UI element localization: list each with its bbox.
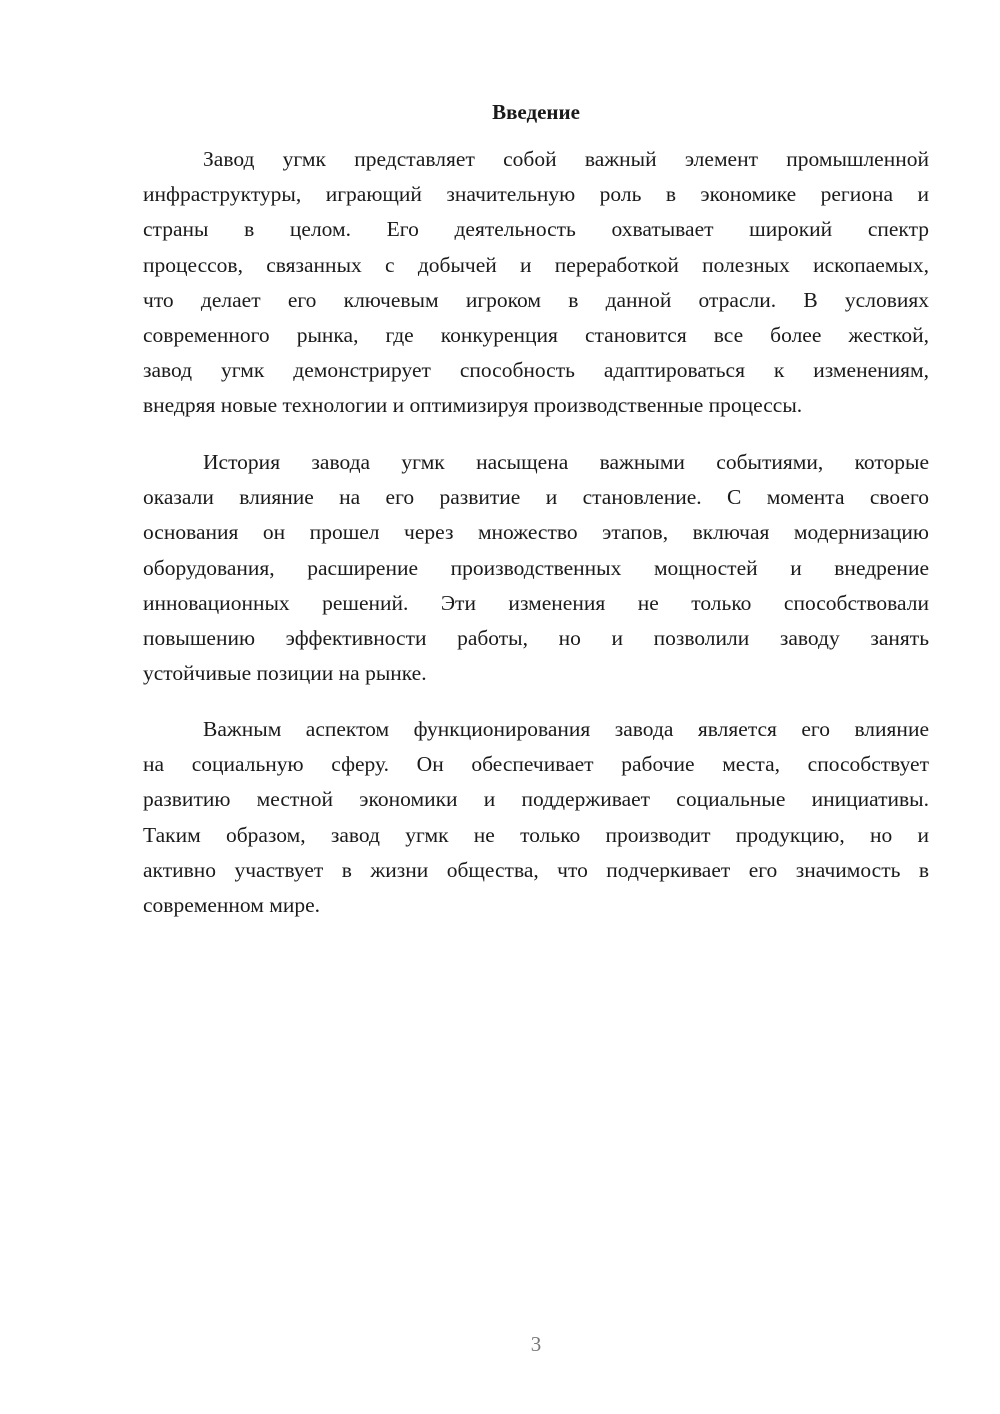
paragraph-1 (143, 142, 929, 424)
paragraph-line: Важным аспектом функционирования завода является его влияние (203, 717, 929, 741)
paragraph-line: процессов, связанных с добычей и переработкой полезных ископаемых, (143, 252, 929, 277)
paragraph-line: устойчивые позиции на рынке. (143, 661, 427, 686)
paragraph-line: страны в целом. Его деятельность охватывает широкий спектр (143, 217, 929, 242)
paragraph-line: современного рынка, где конкуренция становится все более жесткой, (143, 323, 929, 348)
paragraph-line: что делает его ключевым игроком в данной отрасли. В условиях (143, 287, 929, 312)
paragraph-line: Завод угмк представляет собой важный элемент промышленной (203, 147, 929, 171)
paragraph-line: активно участвует в жизни общества, что подчеркивает его значимость в (143, 857, 929, 882)
paragraph-line: развитию местной экономики и поддерживает социальные инициативы. (143, 787, 929, 812)
paragraph-2 (143, 445, 929, 691)
paragraph-line: История завода угмк насыщена важными событиями, которые (203, 450, 929, 474)
paragraph-line: инфраструктуры, играющий значительную роль в экономике региона и (143, 182, 929, 207)
paragraph-line: Таким образом, завод угмк не только производит продукцию, но и (143, 822, 929, 847)
paragraph-line: внедряя новые технологии и оптимизируя производственные процессы. (143, 393, 803, 418)
paragraph-line: на социальную сферу. Он обеспечивает рабочие места, способствует (143, 752, 929, 777)
paragraph-line: основания он прошел через множество этапов, включая модернизацию (143, 520, 929, 545)
page-number: 3 (530, 1332, 542, 1356)
page-title: Введение (492, 100, 580, 124)
paragraph-line: повышению эффективности работы, но и позволили заводу занять (143, 626, 929, 651)
paragraph-line: современном мире. (143, 893, 320, 918)
paragraph-line: оказали влияние на его развитие и становление. С момента своего (143, 485, 929, 510)
paragraph-line: оборудования, расширение производственных мощностей и внедрение (143, 555, 929, 580)
paragraph-line: завод угмк демонстрирует способность адаптироваться к изменениям, (143, 358, 929, 383)
paragraph-3 (143, 712, 929, 923)
paragraph-line: инновационных решений. Эти изменения не только способствовали (143, 590, 929, 615)
